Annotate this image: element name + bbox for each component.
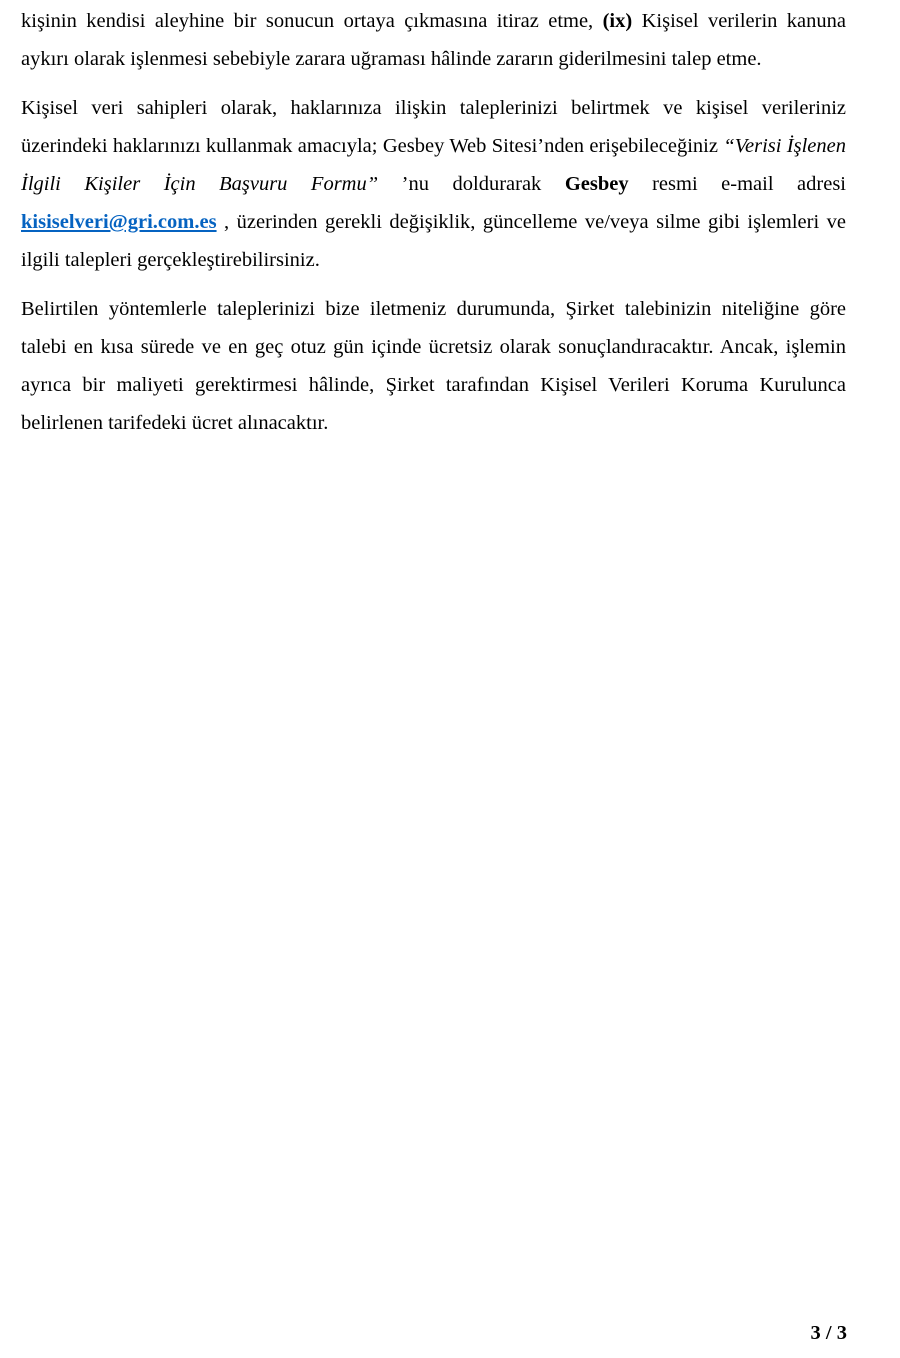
application-form-name: “Verisi İşlenen İlgili Kişiler İçin Başvuru Formu” xyxy=(21,135,847,195)
list-marker-ix: (ix) xyxy=(602,10,633,32)
paragraph3-text: Belirtilen yöntemlerle taleplerinizi bize iletmeniz durumunda, Şirket talebinizin niteliğine göre talebi en kısa sürede ve en geç otuz gün içinde ücretsiz olarak sonuçlandıracaktır. Ancak, işlemin ayrıca bir maliyeti gerektirmesi hâlinde, Şirket tarafından Kişisel Verileri Koruma Kurulunca belirlenen tarifedeki ücret alınacaktır. xyxy=(21,298,846,434)
paragraph-rights-continuation xyxy=(21,2,846,78)
paragraph2-text-d: , üzerinden gerekli değişiklik, güncelleme ve/veya silme gibi işlemleri ve ilgili talepleri gerçekleştirebilirsiniz. xyxy=(21,211,846,271)
paragraph2-text-b: ’nu doldurarak xyxy=(378,173,565,195)
paragraph-response-terms xyxy=(21,290,846,442)
company-name: Gesbey xyxy=(564,173,629,195)
paragraph1-text-b: Kişisel verilerin kanuna aykırı olarak işlenmesi sebebiyle zarara uğraması hâlinde zararın giderilmesini talep etme. xyxy=(21,10,846,70)
paragraph2-text-a: Kişisel veri sahipleri olarak, haklarınıza ilişkin taleplerinizi belirtmek ve kişisel verileriniz üzerindeki haklarınızı kullanmak amacıyla; Gesbey Web Sitesi’nden erişebileceğiniz xyxy=(21,97,846,157)
page-number: 3 / 3 xyxy=(810,1322,847,1344)
document-page xyxy=(21,0,846,442)
paragraph2-text-c: resmi e-mail adresi xyxy=(628,173,846,195)
paragraph1-text-a: kişinin kendisi aleyhine bir sonucun ortaya çıkmasına itiraz etme, xyxy=(21,10,603,32)
paragraph-application-method xyxy=(21,89,846,279)
email-link[interactable]: kisiselveri@gri.com.es xyxy=(21,211,217,233)
